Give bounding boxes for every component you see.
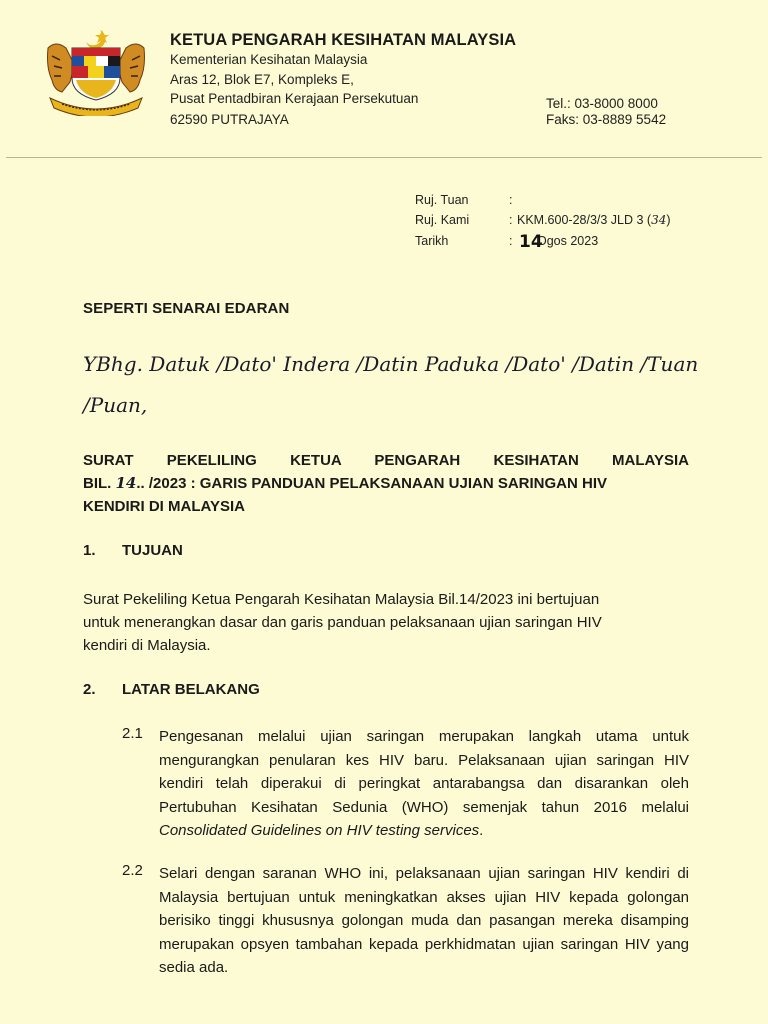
- section-title: TUJUAN: [122, 542, 183, 559]
- address-line: Aras 12, Blok E7, Kompleks E,: [170, 72, 354, 87]
- subject-line: SURAT PEKELILING KETUA PENGARAH KESIHATAN MALAYSIA: [83, 452, 689, 469]
- section-number: 2.: [83, 681, 96, 698]
- section-body-line: Surat Pekeliling Ketua Pengarah Kesihatan Malaysia Bil.14/2023 ini bertujuan: [83, 591, 600, 608]
- date-rest: Ogos 2023: [537, 234, 599, 248]
- date-label: Tarikh: [415, 234, 449, 248]
- address-line: Pusat Pentadbiran Kerajaan Persekutuan: [170, 91, 419, 106]
- letterhead: [0, 0, 768, 158]
- colon: :: [509, 213, 513, 227]
- subject-line-2-text: /2023 : GARIS PANDUAN PELAKSANAAN UJIAN SARINGAN HIV: [144, 475, 608, 492]
- paragraph-end: .: [479, 822, 484, 839]
- paragraph-text: [159, 725, 689, 843]
- section-body-line: untuk menerangkan dasar dan garis panduan pelaksanaan ujian saringan HIV: [83, 614, 602, 631]
- header-divider: [6, 157, 762, 158]
- guideline-title: Consolidated Guidelines on HIV testing services: [159, 822, 480, 839]
- coat-of-arms-icon: [40, 26, 152, 116]
- recipients-heading: SEPERTI SENARAI EDARAN: [83, 300, 290, 317]
- our-ref-close: ): [666, 213, 671, 227]
- address-line: 62590 PUTRAJAYA: [170, 112, 289, 127]
- our-ref-label: Ruj. Kami: [415, 213, 470, 227]
- colon: :: [509, 193, 513, 207]
- fax: Faks: 03-8889 5542: [546, 112, 667, 127]
- your-ref-label: Ruj. Tuan: [415, 193, 469, 207]
- salutation-line: /Puan,: [83, 393, 148, 417]
- section-body-line: kendiri di Malaysia.: [83, 637, 211, 654]
- paragraph-body: Pengesanan melalui ujian saringan merupakan langkah utama untuk mengurangkan penularan kes HIV baru. Pelaksanaan ujian saringan HIV kendiri telah diperakui di peringkat antarabangsa dan disarankan oleh Pertubuhan Kesihatan Sedunia (WHO) semenjak tahun 2016 melalui: [159, 728, 689, 816]
- paragraph-number: 2.1: [122, 725, 143, 742]
- subject-heading: [83, 449, 689, 518]
- section-number: 1.: [83, 542, 96, 559]
- paragraph-text: Selari dengan saranan WHO ini, pelaksanaan ujian saringan HIV kendiri di Malaysia bertujuan untuk meningkatkan akses ujian HIV kepada golongan berisiko tinggi khususnya golongan muda dan pasangan mereka disamping merupakan opsyen tambahan kepada perkhidmatan ujian saringan HIV yang sedia ada.: [159, 865, 689, 976]
- our-ref-printed: KKM.600-28/3/3 JLD 3 (: [517, 213, 652, 227]
- address-line: Kementerian Kesihatan Malaysia: [170, 52, 368, 67]
- telephone: Tel.: 03-8000 8000: [546, 96, 658, 111]
- paragraph-number: 2.2: [122, 862, 143, 879]
- our-ref-value: [517, 213, 671, 227]
- colon: :: [509, 234, 513, 248]
- our-ref-handwritten: 34: [651, 213, 667, 227]
- salutation-line: YBhg. Datuk /Dato' Indera /Datin Paduka /Dato' /Datin /Tuan: [83, 352, 699, 376]
- section-title: LATAR BELAKANG: [122, 681, 260, 698]
- subject-line-2: [83, 475, 607, 492]
- subject-dots: ..: [136, 475, 145, 492]
- subject-number-handwritten: 14: [115, 474, 137, 492]
- org-name: KETUA PENGARAH KESIHATAN MALAYSIA: [170, 31, 517, 49]
- subject-bil-label: BIL.: [83, 475, 116, 492]
- subject-line: KENDIRI DI MALAYSIA: [83, 498, 245, 515]
- date-day-handwritten: 14: [519, 232, 543, 252]
